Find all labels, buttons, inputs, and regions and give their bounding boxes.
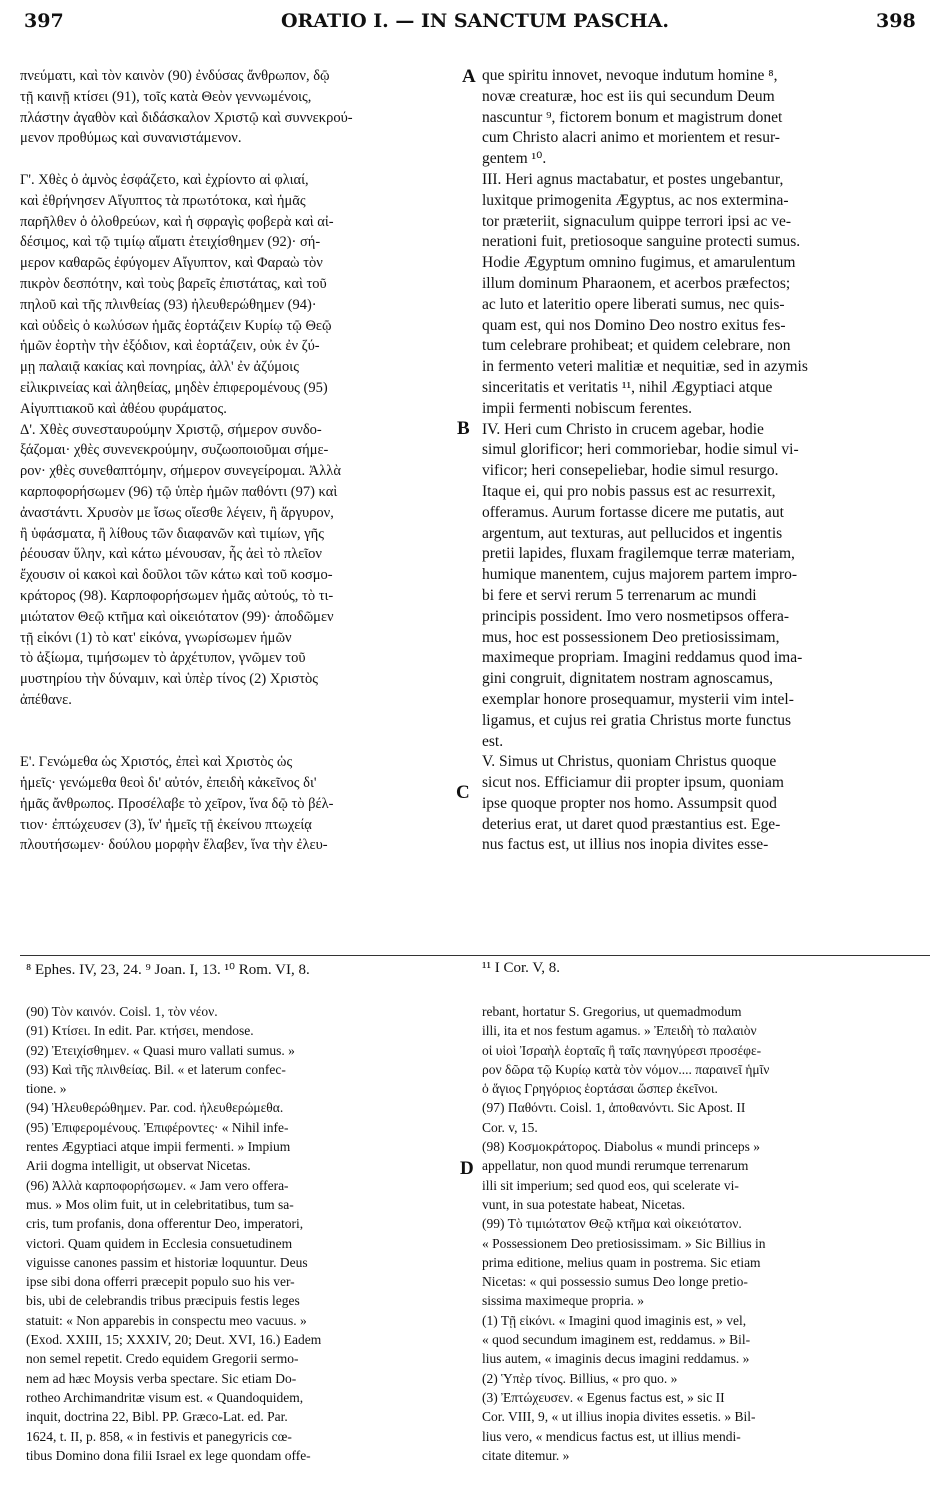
note-line: Arii dogma intelligit, ut observat Nicetas.	[26, 1158, 251, 1174]
note-line: (99) Τὸ τιμιώτατον Θεῷ κτῆμα καὶ οἰκειότατον.	[482, 1216, 742, 1232]
greek-line: τὸ ἀξίωμα, τιμήσωμεν τὸ ἀρχέτυπον, γνῶμεν τοῦ	[20, 650, 306, 667]
note-line: rebant, hortatur S. Gregorius, ut quemadmodum	[482, 1004, 742, 1019]
note-line: (97) Παθόντι. Coisl. 1, ἀποθανόντι. Sic Apost. II	[482, 1100, 746, 1116]
latin-line: novæ creaturæ, hoc est iis qui secundum Deum	[482, 87, 775, 105]
latin-line: cum Christo alacri animo et morientem et resur-	[482, 129, 780, 147]
latin-line: bi fere et servi rerum 5 terrenarum ac mundi	[482, 586, 757, 604]
greek-line: ἀναστάντι. Χρυσὸν με ἴσως οἴεσθε λέγειν, ἢ ἄργυρον,	[20, 504, 334, 521]
greek-line: ἔχουσιν οἱ κακοὶ καὶ δοῦλοι τῶν κάτω καὶ τοῦ κοσμο-	[20, 567, 333, 584]
greek-line: ρον· χθὲς συνεθαπτόμην, σήμερον συνεγείρομαι. Ἀλλὰ	[20, 463, 341, 480]
notes-left-column	[26, 1002, 456, 1465]
note-line: οἱ υἱοὶ Ἰσραὴλ ἑορταῖς ἢ ταῖς πανηγύρεσι προσέφε-	[482, 1042, 762, 1058]
latin-line: deterius erat, ut daret quod præstantius est. Ege-	[482, 815, 781, 833]
greek-line: πικρὸν δεσπότην, καὶ τοὺς βαρεῖς ἐπιστάτας, καὶ τοῦ	[20, 275, 327, 292]
note-line: Cor. VIII, 9, « ut illius inopia divites essetis. » Bil-	[482, 1409, 756, 1425]
greek-line: πλουτήσωμεν· δούλου μορφὴν ἔλαβεν, ἵνα τὴν ἐλευ-	[20, 837, 328, 854]
greek-line: Αἰγυπτιακοῦ καὶ ἀθέου φυράματος.	[20, 400, 227, 417]
note-line: vunt, in sua potestate habeat, Nicetas.	[482, 1196, 686, 1212]
latin-line: ligamus, et cujus rei gratia Christus morte functus	[482, 711, 792, 729]
greek-line: μιώτατον Θεῷ κτῆμα καὶ οἰκειότατον (99)· ἀποδῶμεν	[20, 608, 334, 625]
greek-line: Ε'. Γενώμεθα ὡς Χριστός, ἐπεὶ καὶ Χριστὸς ὡς	[20, 754, 293, 771]
latin-line: que spiritu innovet, nevoque indutum homine ⁸,	[482, 67, 778, 84]
greek-line	[20, 711, 458, 732]
latin-line: mus, hoc est possessionem Deo pretiosissimam,	[482, 628, 780, 646]
greek-line: ῥέουσαν ὕλην, καὶ κάτω μένουσαν, ἧς ἀεὶ τὸ πλεῖον	[20, 546, 322, 563]
latin-line: maximeque propriam. Imagini reddamus quod ima-	[482, 649, 803, 667]
greek-line: ἀπέθανε.	[20, 691, 72, 708]
latin-line: sicut nos. Efficiamur dii propter ipsum, quoniam	[482, 774, 784, 792]
greek-line: μῃ παλαιᾷ κακίας καὶ πονηρίας, ἀλλ' ἐν ἀζύμοις	[20, 359, 299, 376]
note-line: victori. Quam quidem in Ecclesia consuetudinem	[26, 1235, 293, 1251]
note-line: lius vero, « mendicus factus est, ut illius mendi-	[482, 1428, 741, 1444]
note-line: bis, ubi de celebrandis tribus præcipuis festis leges	[26, 1293, 300, 1309]
latin-line: Hodie Ægyptum omnino fugimus, et amarulentum	[482, 254, 796, 272]
note-line: inquit, doctrina 22, Bibl. PP. Græco-Lat. ed. Par.	[26, 1409, 288, 1425]
margin-letter-b: B	[457, 418, 470, 439]
note-line: ὁ ἅγιος Γρηγόριος ἑορτάσαι ὥσπερ ἐκεῖνοι.	[482, 1081, 718, 1097]
note-line: (98) Κοσμοκράτορος. Diabolus « mundi princeps »	[482, 1139, 760, 1155]
latin-line: vificor; heri consepeliebar, hodie simul resurgo.	[482, 462, 779, 480]
greek-line: μερον καθαρῶς ἐφύγομεν Αἴγυπτον, καὶ Φαραὼ τὸν	[20, 255, 323, 272]
greek-line: πνεύματι, καὶ τὸν καινὸν (90) ἐνδύσας ἄνθρωπον, δῷ	[20, 68, 330, 84]
note-line: (1) Τῇ εἰκόνι. « Imagini quod imaginis est, » vel,	[482, 1312, 747, 1328]
greek-line: κράτορος (98). Καρποφορήσωμεν ἡμᾶς αὐτούς, τὸ τι-	[20, 587, 334, 604]
note-line: illi, ita et nos festum agamus. » Ἐπειδὴ τὸ παλαιὸν	[482, 1023, 757, 1039]
latin-line: principis possident. Imo vero nosmetipsos offera-	[482, 607, 790, 625]
latin-line: sinceritatis et veritatis ¹¹, nihil Ægyptiaci atque	[482, 378, 773, 396]
greek-text-column	[20, 66, 458, 856]
page-number-left: 397	[24, 10, 64, 32]
note-line: mus. » Mos olim fuit, ut in celebritatibus, tum sa-	[26, 1196, 294, 1212]
latin-line: est.	[482, 732, 504, 750]
greek-line: ἢ ὑφάσματα, ἢ λίθους τῶν διαφανῶν καὶ τιμίων, γῆς	[20, 525, 325, 542]
greek-line: ἡμεῖς· γενώμεθα θεοὶ δι' αὐτόν, ἐπειδὴ κἀκεῖνος δι'	[20, 775, 317, 792]
latin-text-column	[482, 66, 930, 856]
note-line: « quod secundum imaginem est, reddamus. » Bil-	[482, 1332, 751, 1348]
note-line: viguisse canones passim et historiæ loquuntur. Deus	[26, 1254, 308, 1270]
note-line: (3) Ἐπτώχευσεν. « Egenus factus est, » sic II	[482, 1389, 725, 1405]
margin-letter-c: C	[456, 782, 470, 803]
greek-line: τῇ εἰκόνι (1) τὸ κατ' εἰκόνα, γνωρίσωμεν ἡμῶν	[20, 629, 292, 646]
note-line: « Possessionem Deo pretiosissimam. » Sic Billius in	[482, 1235, 766, 1251]
greek-line: καὶ οὐδεὶς ὁ κωλύσων ἡμᾶς ἑορτάζειν Κυρίῳ τῷ Θεῷ	[20, 317, 332, 334]
greek-line: ἡμᾶς ἄνθρωπος. Προσέλαβε τὸ χεῖρον, ἵνα δῷ τὸ βέλ-	[20, 795, 334, 812]
latin-line: pretii lapides, fluxam fragilemque terræ materiam,	[482, 545, 795, 563]
latin-line: ac luto et lateritio opere liberati sumus, nec quis-	[482, 295, 785, 313]
latin-line: nerationi fuit, pretiosoque sanguine protecti sumus.	[482, 233, 801, 251]
note-line: (95) Ἐπιφερομένους. Ἐπιφέροντες· « Nihil infe-	[26, 1119, 289, 1135]
greek-line: δέσιμος, καὶ τῷ τιμίῳ αἵματι ἐτειχίσθημεν (92)· σή-	[20, 234, 321, 251]
latin-line: III. Heri agnus mactabatur, et postes ungebantur,	[482, 170, 784, 188]
margin-letter-a: A	[462, 66, 476, 87]
greek-line: τιον· ἐπτώχευσεν (3), ἵν' ἡμεῖς τῇ ἐκείνου πτωχείᾳ	[20, 816, 312, 833]
margin-letter-d: D	[460, 1158, 474, 1179]
greek-line: καρποφορήσωμεν (96) τῷ ὑπὲρ ἡμῶν παθόντι (97) καὶ	[20, 483, 338, 500]
note-line: (2) Ὑπὲρ τίνος. Billius, « pro quo. »	[482, 1370, 678, 1386]
footnotes-right: ¹¹ I Cor. V, 8.	[482, 960, 561, 976]
note-line: illi sit imperium; sed quod eos, qui scelerate vi-	[482, 1177, 739, 1193]
greek-line: τῇ καινῇ κτίσει (91), τοῖς κατὰ Θεὸν γεννωμένοις,	[20, 88, 312, 105]
note-line: rentes Ægyptiaci atque impii fermenti. » Impium	[26, 1139, 291, 1155]
latin-line: V. Simus ut Christus, quoniam Christus quoque	[482, 753, 777, 771]
latin-line: humique manentem, cujus majorem partem impro-	[482, 566, 798, 584]
greek-line: μενον προθύμως καὶ συνανιστάμενον.	[20, 130, 242, 147]
note-line: ipse sibi dona offerri præcepit populo suo his ver-	[26, 1274, 295, 1290]
latin-line: quam est, qui nos Domino Deo nostro exitus fes-	[482, 316, 786, 334]
note-line: prima editione, melius quam in postrema. Sic etiam	[482, 1254, 761, 1270]
latin-line: simul glorificor; heri commoriebar, hodie simul vi-	[482, 441, 799, 459]
latin-line: argentum, aut texturas, aut pellucidos et ingentis	[482, 524, 783, 542]
greek-line: ξάζομαι· χθὲς συνενεκρούμην, συζωοποιοῦμαι σήμε-	[20, 442, 329, 459]
greek-line: πλάστην ἀγαθὸν καὶ διδάσκαλον Χριστῷ καὶ συννεκρού-	[20, 109, 353, 126]
note-line: (91) Κτίσει. In edit. Par. κτήσει, mendose.	[26, 1023, 254, 1039]
greek-line	[20, 149, 458, 170]
greek-line: Γ'. Χθὲς ὁ ἀμνὸς ἐσφάζετο, καὶ ἐχρίοντο αἱ φλιαί,	[20, 171, 309, 188]
note-line: (Exod. XXIII, 15; XXXIV, 20; Deut. XVI, 16.) Eadem	[26, 1332, 322, 1348]
note-line: tibus Domino dona filii Israel ex lege quondam offe-	[26, 1447, 311, 1463]
latin-line: in fermento veteri malitiæ et nequitiæ, sed in azymis	[482, 358, 808, 376]
note-line: (92) Ἐτειχίσθημεν. « Quasi muro vallati sumus. »	[26, 1042, 295, 1058]
latin-line: impii fermenti nobiscum ferentes.	[482, 399, 693, 417]
greek-line: παρῆλθεν ὁ ὀλοθρεύων, καὶ ἡ σφραγὶς φοβερὰ καὶ αἰ-	[20, 213, 334, 230]
note-line: statuit: « Non apparebis in conspectu meo vacuus. »	[26, 1312, 307, 1328]
note-line: ρον δῶρα τῷ Κυρίῳ κατὰ τὸν νόμον.... παραινεῖ ἡμῖν	[482, 1061, 770, 1077]
latin-line: nascuntur ⁹, fictorem bonum et magistrum donet	[482, 108, 783, 126]
latin-line: tum celebrare prohibeat; et quidem celebrare, non	[482, 337, 791, 355]
note-line: sissima maximeque propria. »	[482, 1293, 644, 1309]
note-line: tione. »	[26, 1081, 67, 1097]
footnote-rule	[20, 955, 930, 956]
note-line: (96) Ἀλλὰ καρποφορήσωμεν. « Jam vero offera-	[26, 1177, 289, 1193]
latin-line: Itaque ei, qui pro nobis passus est ac resurrexit,	[482, 482, 776, 500]
note-line: cris, tum profanis, dona offerentur Deo, imperatori,	[26, 1216, 304, 1232]
latin-line: illum dominum Pharaonem, et acerbos præfectos;	[482, 274, 791, 292]
latin-line: gini congruit, dignitatem nostram agnoscamus,	[482, 670, 774, 688]
latin-line: exemplar honore prosequamur, mysterii vim intel-	[482, 690, 794, 708]
latin-line: offeramus. Aurum fortasse dicere me putatis, aut	[482, 503, 784, 521]
note-line: citate ditemur. »	[482, 1447, 570, 1463]
latin-line: luxitque primogenita Ægyptus, ac nos extermina-	[482, 191, 789, 209]
greek-line: Δ'. Χθὲς συνεσταυρούμην Χριστῷ, σήμερον συνδο-	[20, 421, 322, 438]
footnotes-left: ⁸ Ephes. IV, 23, 24. ⁹ Joan. I, 13. ¹⁰ Rom. VI, 8.	[26, 962, 310, 978]
note-line: (93) Καὶ τῆς πλινθείας. Bil. « et laterum confec-	[26, 1061, 286, 1077]
greek-line: καὶ ἐθρήνησεν Αἴγυπτος τὰ πρωτότοκα, καὶ ἡμᾶς	[20, 192, 306, 209]
greek-line: εἰλικρινείας καὶ ἀληθείας, μηδὲν ἐπιφερομένους (95)	[20, 379, 328, 396]
note-line: Cor. v, 15.	[482, 1119, 538, 1135]
page-number-right: 398	[876, 10, 916, 32]
note-line: (90) Τὸν καινόν. Coisl. 1, τὸν νέον.	[26, 1004, 218, 1019]
latin-line: nus factus est, ut illius nos inopia divites esse-	[482, 836, 769, 854]
note-line: Nicetas: « qui possessio sumus Deo longe pretio-	[482, 1274, 748, 1290]
latin-line: tor præteriit, signaculum quippe terrori ipsi ac ve-	[482, 212, 792, 230]
greek-line	[20, 732, 458, 753]
notes-right-column	[482, 1002, 930, 1465]
latin-line: gentem ¹⁰.	[482, 150, 547, 168]
latin-line: ipse quoque propter nos homo. Assumpsit quod	[482, 794, 777, 812]
running-title: ORATIO I. — IN SANCTUM PASCHA.	[281, 10, 669, 32]
note-line: lius autem, « imaginis decus imagini reddamus. »	[482, 1351, 750, 1367]
greek-line: πηλοῦ καὶ τῆς πλινθείας (93) ἠλευθερώθημεν (94)·	[20, 296, 317, 313]
note-line: non semel repetit. Credo equidem Gregorii sermo-	[26, 1351, 299, 1367]
note-line: 1624, t. II, p. 858, « in festivis et panegyricis cœ-	[26, 1428, 292, 1444]
note-line: nem ad hæc Moysis verba spectare. Sic etiam Do-	[26, 1370, 297, 1386]
note-line: rotheo Archimandritæ visum est. « Quandoquidem,	[26, 1389, 304, 1405]
greek-line: ἡμῶν ἑορτὴν τὴν ἐξόδιον, καὶ ἑορτάζειν, οὐκ ἐν ζύ-	[20, 338, 320, 355]
greek-line: μυστηρίου τὴν δύναμιν, καὶ ὑπὲρ τίνος (2) Χριστὸς	[20, 671, 319, 688]
note-line: (94) Ἠλευθερώθημεν. Par. cod. ἠλευθερώμεθα.	[26, 1100, 284, 1116]
latin-line: IV. Heri cum Christo in crucem agebar, hodie	[482, 420, 764, 438]
note-line: appellatur, non quod mundi rerumque terrenarum	[482, 1158, 749, 1174]
